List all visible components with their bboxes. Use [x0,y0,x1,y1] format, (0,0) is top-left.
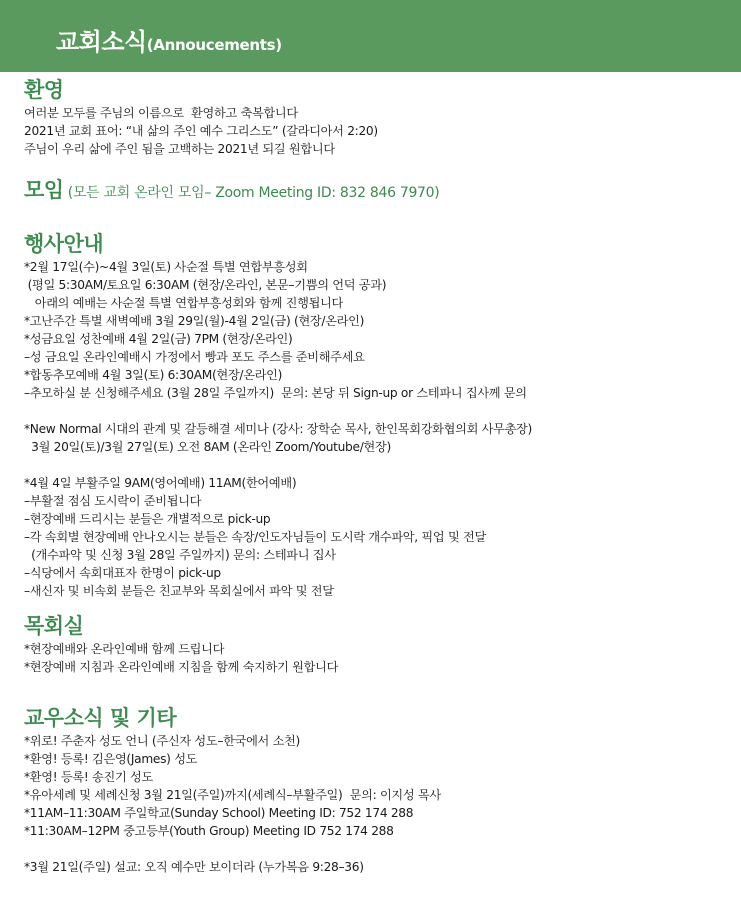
text-line: *11:30AM–12PM 중고등부(Youth Group) Meeting ID 752 174 288 [24,824,394,838]
text-line: 주님이 우리 삶에 주인 됨을 고백하는 2021년 되길 원합니다 [24,142,335,156]
text-line: *New Normal 시대의 관계 및 갈등해결 세미나 (강사: 장학순 목사, 한인목회강화협의회 사무총장) [24,422,532,436]
text-line: (평일 5:30AM/토요일 6:30AM (현장/온라인, 본문–기쁨의 언덕 공과) [24,278,387,292]
text-line: –추모하실 분 신청해주세요 (3월 28일 주일까지) 문의: 본당 뒤 Sign-up or 스테파니 집사께 문의 [24,386,527,400]
text-line: –성 금요일 온라인예배시 가정에서 빵과 포도 주스를 준비해주세요 [24,350,365,364]
section-member-news-title: 교우소식 및 기타 [24,706,177,730]
section-events-title: 행사안내 [24,232,104,256]
section-meeting [24,176,734,207]
section-welcome-title: 환영 [24,78,64,102]
text-line [24,456,734,474]
header-banner [0,0,741,72]
text-line: *현장예배 지침과 온라인예배 지침을 함께 숙지하기 원합니다 [24,660,339,674]
text-line [24,840,734,858]
text-line: (개수파악 및 신청 3월 28일 주일까지) 문의: 스테파니 집사 [24,548,336,562]
page-title-english: (Annoucements) [146,36,282,54]
section-meeting-title [24,176,734,207]
text-line: –식당에서 속회대표자 한명이 pick-up [24,566,221,580]
text-line: *위로! 주춘자 성도 언니 (주신자 성도–한국에서 소천) [24,734,300,748]
text-line: –현장예배 드리시는 분들은 개별적으로 pick-up [24,512,271,526]
text-line: *유아세례 및 세례신청 3월 21일(주일)까지(세례식–부활주일) 문의: 이지성 목사 [24,788,441,802]
section-member-news [24,704,734,876]
page-title-korean: 교회소식 [56,28,147,56]
section-meeting-label: 모임 [24,178,64,202]
section-welcome-body [24,104,734,158]
text-line: *성금요일 성찬예배 4월 2일(금) 7PM (현장/온라인) [24,332,293,346]
section-member-news-body [24,732,734,876]
text-line: –새신자 및 비속회 분들은 친교부와 목회실에서 파악 및 전달 [24,584,334,598]
text-line: 여러분 모두를 주님의 이름으로 환영하고 축복합니다 [24,106,298,120]
text-line: *3월 21일(주일) 설교: 오직 예수만 보이더라 (누가복음 9:28–36) [24,860,364,874]
text-line: *현장예배와 온라인예배 함께 드립니다 [24,642,225,656]
text-line: *합동추모예배 4월 3일(토) 6:30AM(현장/온라인) [24,368,283,382]
section-events-body [24,258,734,600]
section-meeting-zoom-id: (모든 교회 온라인 모임– Zoom Meeting ID: 832 846 7970) [63,185,440,201]
text-line: *11AM–11:30AM 주일학교(Sunday School) Meeting ID: 752 174 288 [24,806,414,820]
text-line: *4월 4일 부활주일 9AM(영어예배) 11AM(한어예배) [24,476,297,490]
text-line: *환영! 등록! 송진기 성도 [24,770,153,784]
section-pastor-office-body [24,640,734,676]
section-welcome [24,76,734,158]
text-line [24,402,734,420]
section-pastor-office-title: 목회실 [24,614,84,638]
text-line: 아래의 예배는 사순절 특별 연합부흥성회와 함께 진행됩니다 [24,296,343,310]
section-pastor-office [24,612,734,676]
text-line: 2021년 교회 표어: “내 삶의 주인 예수 그리스도” (갈라디아서 2:20) [24,124,378,138]
text-line: –각 속회별 현장예배 안나오시는 분들은 속장/인도자님들이 도시락 개수파악, 픽업 및 전달 [24,530,486,544]
section-events [24,230,734,600]
text-line: *2월 17일(수)~4월 3일(토) 사순절 특별 연합부흥성회 [24,260,308,274]
text-line: –부활절 점심 도시락이 준비됩니다 [24,494,202,508]
text-line: 3월 20일(토)/3월 27일(토) 오전 8AM (온라인 Zoom/Youtube/현장) [24,440,391,454]
text-line: *고난주간 특별 새벽예배 3월 29일(월)-4월 2일(금) (현장/온라인) [24,314,365,328]
page-title [56,22,282,57]
text-line: *환영! 등록! 김은영(James) 성도 [24,752,198,766]
